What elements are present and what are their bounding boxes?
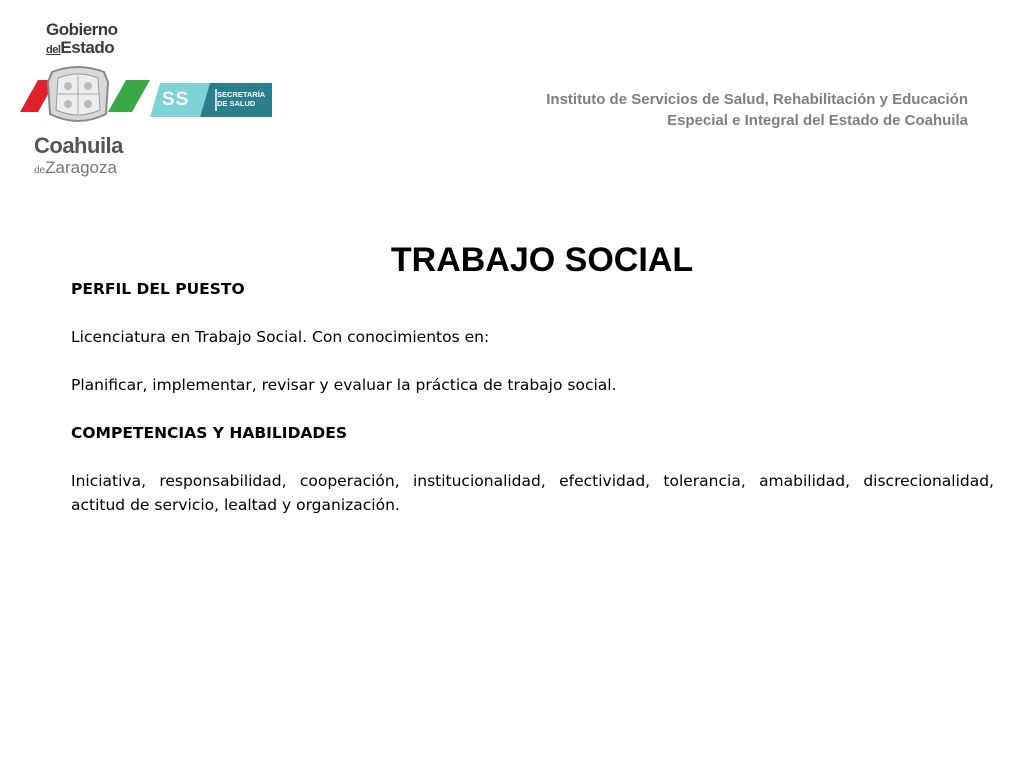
page-title: TRABAJO SOCIAL: [390, 241, 694, 279]
logo-de-zaragoza-text: [34, 158, 117, 178]
logo-del-estado-text: [46, 38, 114, 58]
institute-line-2: Especial e Integral del Estado de Coahuila: [667, 112, 968, 129]
competencias-text: Iniciativa, responsabilidad, cooperación, institucionalidad, efectividad, tolerancia, amabilidad, discrecionalidad, actitud de servicio, lealtad y organización.: [71, 472, 994, 514]
logo-zaragoza-text: Zaragoza: [45, 158, 117, 177]
section-heading-competencias: COMPETENCIAS Y HABILIDADES: [71, 424, 348, 442]
government-logo: [16, 18, 276, 183]
institute-line-1: Instituto de Servicios de Salud, Rehabilitación y Educación: [546, 91, 968, 108]
logo-de-text: de: [34, 165, 46, 176]
logo-estado-text: Estado: [60, 38, 115, 57]
section-heading-perfil: PERFIL DEL PUESTO: [71, 280, 245, 298]
institute-name: [546, 89, 968, 131]
document-body: [71, 277, 994, 517]
logo-del-text: del: [46, 44, 61, 56]
secretaria-line2: DE SALUD: [217, 99, 256, 108]
secretaria-line1: SECRETARÍA: [217, 90, 266, 99]
ss-logo-text: SS: [162, 89, 190, 110]
logo-coahuila-text: Coahuila: [34, 133, 123, 158]
perfil-knowledge-text: Planificar, implementar, revisar y evaluar la práctica de trabajo social.: [71, 376, 617, 394]
logo-gobierno-text: Gobierno: [46, 20, 118, 39]
perfil-requirement-text: Licenciatura en Trabajo Social. Con conocimientos en:: [71, 328, 490, 346]
